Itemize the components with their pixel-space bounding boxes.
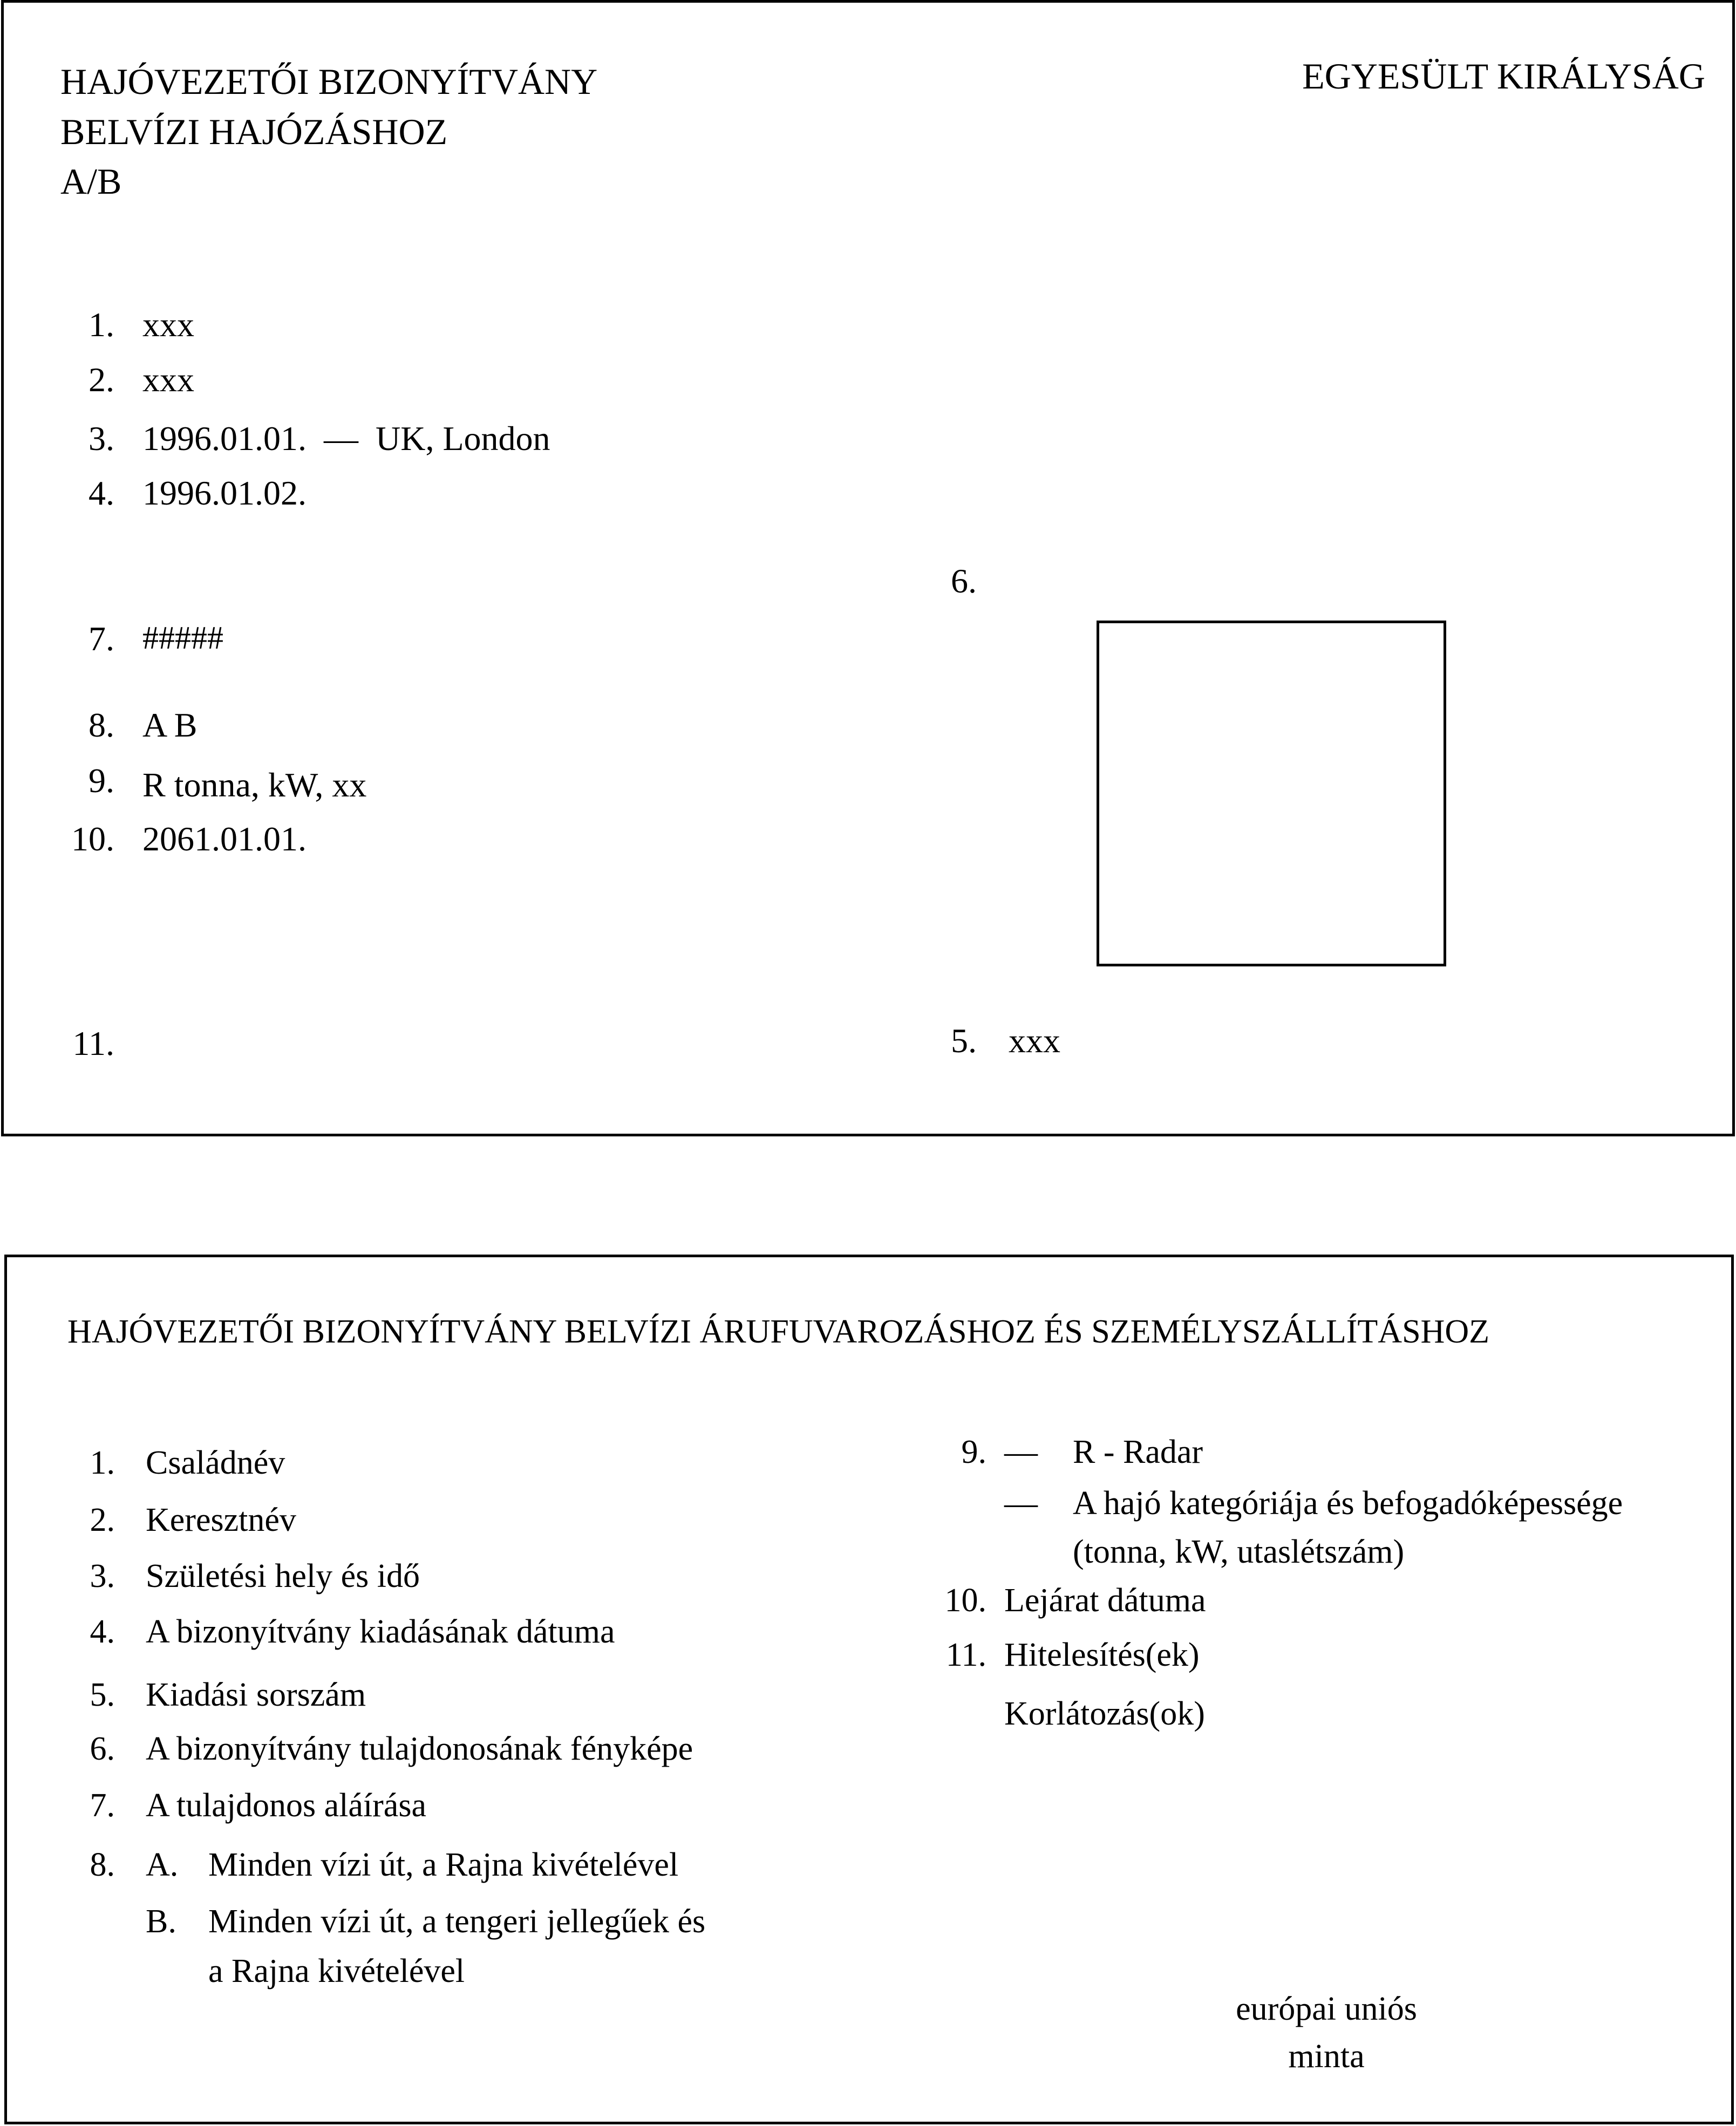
back-item10-label: Lejárat dátuma: [1004, 1582, 1206, 1619]
back-item8-b-letter: B.: [146, 1903, 176, 1940]
back-item-label-3: Születési hely és idő: [146, 1558, 420, 1595]
back-item-num-5: 5.: [90, 1677, 115, 1713]
front-serial-num: 5.: [951, 1021, 977, 1060]
back-item8-b-line1: Minden vízi út, a tengeri jellegűek és: [208, 1903, 706, 1940]
photo-placeholder: [1097, 621, 1446, 966]
back-item9-line2: A hajó kategóriája és befogadóképessége: [1073, 1485, 1623, 1522]
back-footer-line1: európai uniós: [1236, 1991, 1417, 2027]
back-item8-b-line2: a Rajna kivételével: [208, 1953, 465, 1989]
back-item11-label2: Korlátozás(ok): [1004, 1695, 1205, 1732]
back-item8-a-text: Minden vízi út, a Rajna kivételével: [208, 1846, 679, 1883]
back-item11-label: Hitelesítés(ek): [1004, 1637, 1200, 1673]
back-item-num-2: 2.: [90, 1502, 115, 1538]
front-field-value-2: xxx: [142, 360, 194, 399]
front-photo-num: 6.: [951, 562, 977, 600]
back-item-num-1: 1.: [90, 1444, 115, 1481]
front-field-value-4: 1996.01.02.: [142, 474, 307, 512]
back-item-num-10: 10.: [944, 1582, 986, 1619]
front-field-num-11: 11.: [72, 1024, 114, 1062]
back-item-num-4: 4.: [90, 1613, 115, 1650]
front-country: EGYESÜLT KIRÁLYSÁG: [1302, 56, 1705, 97]
back-title: HAJÓVEZETŐI BIZONYÍTVÁNY BELVÍZI ÁRUFUVAROZÁSHOZ ÉS SZEMÉLYSZÁLLÍTÁSHOZ: [67, 1313, 1489, 1350]
front-field-num-3: 3.: [88, 419, 114, 458]
front-serial-value: xxx: [1009, 1021, 1060, 1060]
front-field-num-7: 7.: [88, 619, 114, 658]
front-title-line2: BELVÍZI HAJÓZÁSHOZ: [60, 111, 448, 152]
front-field-value-10: 2061.01.01.: [142, 820, 307, 858]
back-item-num-7: 7.: [90, 1787, 115, 1824]
back-item9-line1: R - Radar: [1073, 1434, 1203, 1470]
back-item-num-8: 8.: [90, 1846, 115, 1883]
back-item-num-6: 6.: [90, 1730, 115, 1767]
license-front-card: [1, 0, 1735, 1136]
back-item-num-11: 11.: [945, 1637, 986, 1673]
back-item-label-1: Családnév: [146, 1444, 285, 1481]
front-field-value-8: A B: [142, 706, 198, 744]
license-back-card: [4, 1255, 1734, 2124]
back-item9-dash-2: —: [1004, 1485, 1038, 1522]
back-item-label-4: A bizonyítvány kiadásának dátuma: [146, 1613, 615, 1650]
front-field-num-8: 8.: [88, 706, 114, 744]
front-field-value-1: xxx: [142, 305, 194, 344]
front-field-num-4: 4.: [88, 474, 114, 512]
front-title-line1: HAJÓVEZETŐI BIZONYÍTVÁNY: [60, 61, 598, 102]
back-item8-a-letter: A.: [146, 1846, 179, 1883]
front-field-num-2: 2.: [88, 360, 114, 399]
front-category: A/B: [60, 161, 122, 202]
front-field-value-3: 1996.01.01. — UK, London: [142, 419, 550, 458]
back-footer-line2: minta: [1288, 2038, 1365, 2075]
back-item-label-7: A tulajdonos aláírása: [146, 1787, 426, 1824]
back-item-label-6: A bizonyítvány tulajdonosának fényképe: [146, 1730, 693, 1767]
back-item9-line3: (tonna, kW, utaslétszám): [1073, 1534, 1405, 1570]
front-field-num-10: 10.: [71, 820, 114, 858]
front-field-value-9: R tonna, kW, xx: [142, 766, 367, 804]
back-item-label-2: Keresztnév: [146, 1502, 296, 1538]
back-item9-dash-1: —: [1004, 1434, 1038, 1470]
back-item-num-3: 3.: [90, 1558, 115, 1595]
back-item-num-9: 9.: [961, 1434, 986, 1470]
front-signature-field: #####: [142, 620, 223, 656]
back-item-label-5: Kiadási sorszám: [146, 1677, 366, 1713]
front-field-num-1: 1.: [88, 305, 114, 344]
front-field-num-9: 9.: [88, 761, 114, 800]
